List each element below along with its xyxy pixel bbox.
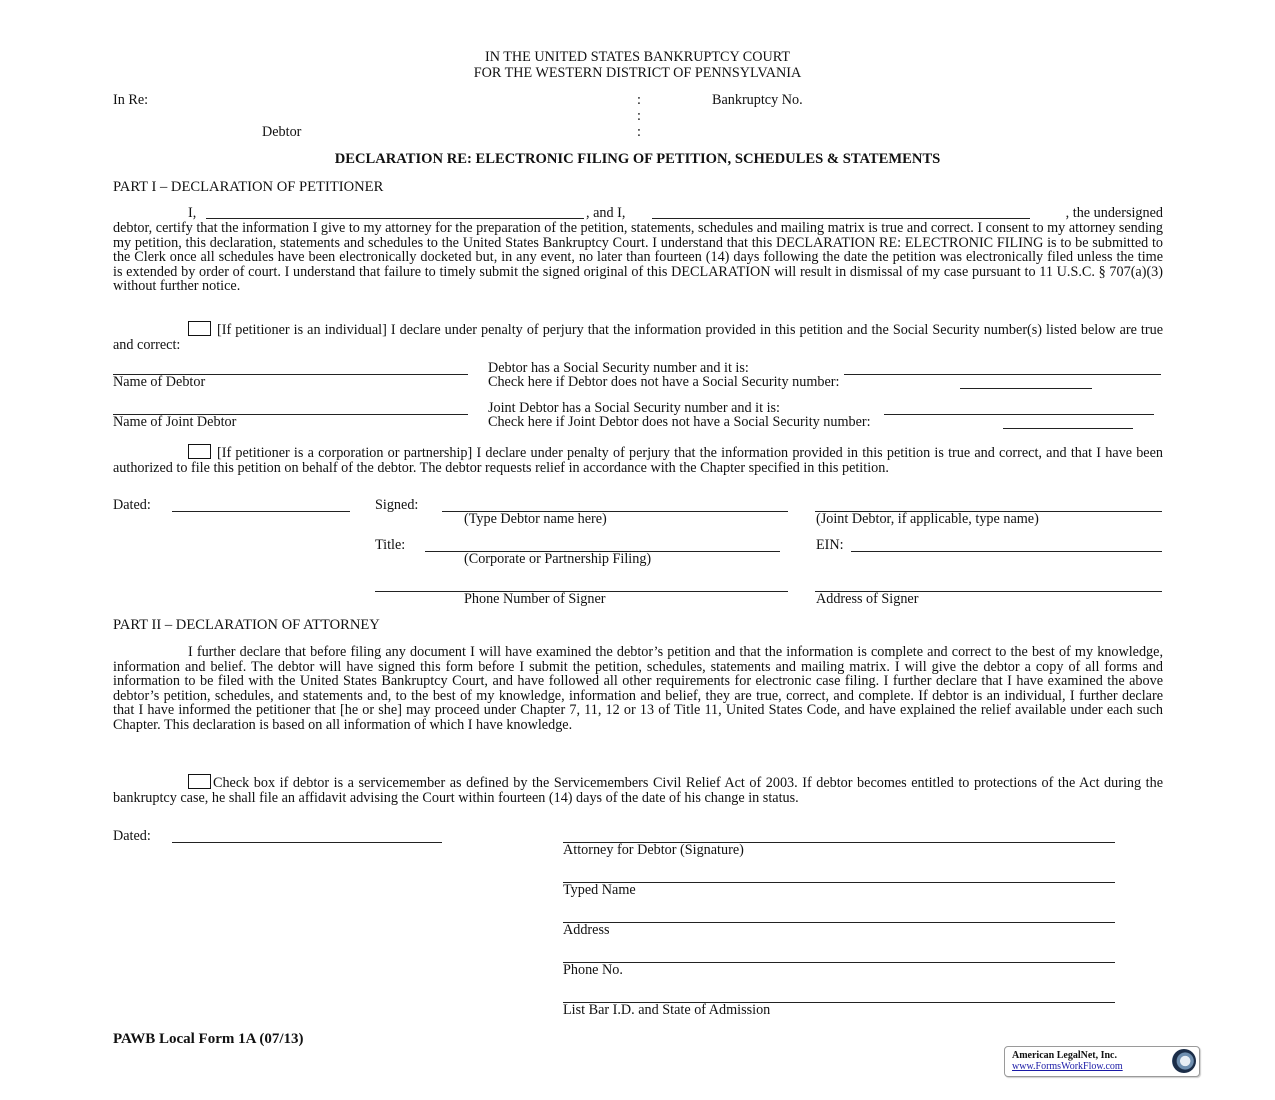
- publisher-link[interactable]: www.FormsWorkFlow.com: [1012, 1061, 1123, 1072]
- part-1-heading: PART I – DECLARATION OF PETITIONER: [113, 179, 384, 195]
- attorney-address-label: Address: [563, 922, 610, 938]
- attorney-phone-label: Phone No.: [563, 962, 623, 978]
- attorney-dated-label: Dated:: [113, 828, 151, 844]
- petitioner-declaration-text: debtor, certify that the information I give to my attorney for the preparation of the petition, statements, schedules and mailing matrix is true and correct. I consent to my attorney sending my petition, this declaration, statements and schedules to the United States Bankruptcy Court. I understand that this DECLARATION RE: ELECTRONIC FILING is to be submitted to the Clerk once all schedules have been electronically docketed but, in any event, no later than fourteen (14) days following the date the petition was electronically filed unless the time is extended by order of court. I understand that failure to timely submit the signed original of this DECLARATION will result in dismissal of my case pursuant to 11 U.S.C. § 707(a)(3) without further notice.: [113, 220, 1163, 295]
- individual-declaration-text: [If petitioner is an individual] I declare under penalty of perjury that the information provided in this petition and the Social Security number(s) listed below are true and correct:: [113, 322, 1163, 353]
- joint-no-ssn-label: Check here if Joint Debtor does not have a Social Security number:: [488, 414, 871, 430]
- in-re-label: In Re:: [113, 92, 149, 108]
- court-name-line-2: FOR THE WESTERN DISTRICT OF PENNSYLVANIA: [473, 65, 802, 81]
- corporation-declaration-text: [If petitioner is a corporation or partnership] I declare under penalty of perjury that the information provided in this petition is true and correct, and that I have been authorized to file this petition on behalf of the debtor. The debtor requests relief in accordance with the Chapter specified in this petition.: [113, 445, 1163, 476]
- joint-ssn-label: Joint Debtor has a Social Security number and it is:: [488, 400, 780, 416]
- petitioner-date-field[interactable]: [172, 511, 350, 512]
- debtor-ssn-label: Debtor has a Social Security number and it is:: [488, 360, 749, 376]
- attorney-declaration-text: I further declare that before filing any document I will have examined the debtor’s petition and that the information is complete and correct to the best of my knowledge, information and belief. The debtor will have signed this form before I submit the petition, schedules, statements and mailing matrix. I will give the debtor a copy of all forms and information to be filed with the United States Bankruptcy Court, and have followed all other requirements for electronic case filing. I further declare that I have examined the above debtor’s petition, schedules, and statements and, to the best of my knowledge, information and belief, they are true, correct, and complete. If debtor is an individual, I further declare that I have informed the petitioner that [he or she] may proceed under Chapter 7, 11, 12 or 13 of Title 11, United States Code, and have explained the relief available under each such Chapter. This declaration is based on all information of which I have knowledge.: [113, 644, 1163, 733]
- servicemember-declaration-text: Check box if debtor is a servicemember as defined by the Servicemembers Civil Relief Act of 2003. If debtor becomes entitled to protections of the Act during the bankruptcy case, he shall file an affidavit advising the Court within fourteen (14) days of the date of his change in status.: [113, 775, 1163, 806]
- corporation-checkbox[interactable]: [188, 444, 211, 459]
- joint-petitioner-name-field[interactable]: [652, 218, 1030, 219]
- joint-no-ssn-field[interactable]: [1003, 428, 1133, 429]
- debtor-no-ssn-field[interactable]: [960, 388, 1092, 389]
- joint-ssn-field[interactable]: [884, 414, 1154, 415]
- individual-checkbox[interactable]: [188, 321, 211, 336]
- form-id: PAWB Local Form 1A (07/13): [113, 1031, 304, 1047]
- name-of-joint-debtor-label: Name of Joint Debtor: [113, 414, 237, 430]
- petitioner-name-field[interactable]: [206, 218, 584, 219]
- title-label: Title:: [375, 537, 406, 553]
- debtor-ssn-field[interactable]: [844, 374, 1161, 375]
- intro-and: , and I,: [586, 205, 626, 221]
- servicemember-checkbox[interactable]: [188, 774, 211, 789]
- attorney-address-field[interactable]: [563, 922, 1115, 923]
- intro-prefix: I,: [188, 205, 197, 221]
- name-of-debtor-label: Name of Debtor: [113, 374, 206, 390]
- document-title: DECLARATION RE: ELECTRONIC FILING OF PETITION, SCHEDULES & STATEMENTS: [334, 151, 941, 167]
- joint-debtor-name-label: (Joint Debtor, if applicable, type name): [816, 511, 1039, 527]
- caption-colon: :: [637, 92, 641, 108]
- intro-suffix: , the undersigned: [1065, 205, 1163, 221]
- debtor-label: Debtor: [262, 124, 302, 140]
- publisher-badge[interactable]: [1004, 1046, 1200, 1077]
- typed-name-field[interactable]: [563, 882, 1115, 883]
- type-debtor-name-label: (Type Debtor name here): [464, 511, 607, 527]
- attorney-date-field[interactable]: [172, 842, 442, 843]
- attorney-signature-label: Attorney for Debtor (Signature): [563, 842, 744, 858]
- ein-field[interactable]: [851, 551, 1162, 552]
- publisher-name: American LegalNet, Inc.: [1012, 1050, 1117, 1061]
- debtor-no-ssn-label: Check here if Debtor does not have a Social Security number:: [488, 374, 840, 390]
- globe-logo-icon: [1172, 1049, 1196, 1073]
- individual-declaration: [113, 321, 1163, 352]
- ein-label: EIN:: [816, 537, 844, 553]
- servicemember-declaration: [113, 774, 1163, 805]
- phone-of-signer-label: Phone Number of Signer: [464, 591, 606, 607]
- attorney-phone-field[interactable]: [563, 962, 1115, 963]
- caption-colon: :: [637, 124, 641, 140]
- part-2-heading: PART II – DECLARATION OF ATTORNEY: [113, 617, 380, 633]
- typed-name-label: Typed Name: [563, 882, 636, 898]
- bar-id-label: List Bar I.D. and State of Admission: [563, 1002, 771, 1018]
- bankruptcy-no-label: Bankruptcy No.: [712, 92, 803, 108]
- dated-label: Dated:: [113, 497, 151, 513]
- signed-label: Signed:: [375, 497, 419, 513]
- court-name-line-1: IN THE UNITED STATES BANKRUPTCY COURT: [484, 49, 790, 65]
- address-of-signer-label: Address of Signer: [816, 591, 919, 607]
- caption-colon: :: [637, 108, 641, 124]
- corporation-declaration: [113, 444, 1163, 475]
- corporate-filing-label: (Corporate or Partnership Filing): [464, 551, 652, 567]
